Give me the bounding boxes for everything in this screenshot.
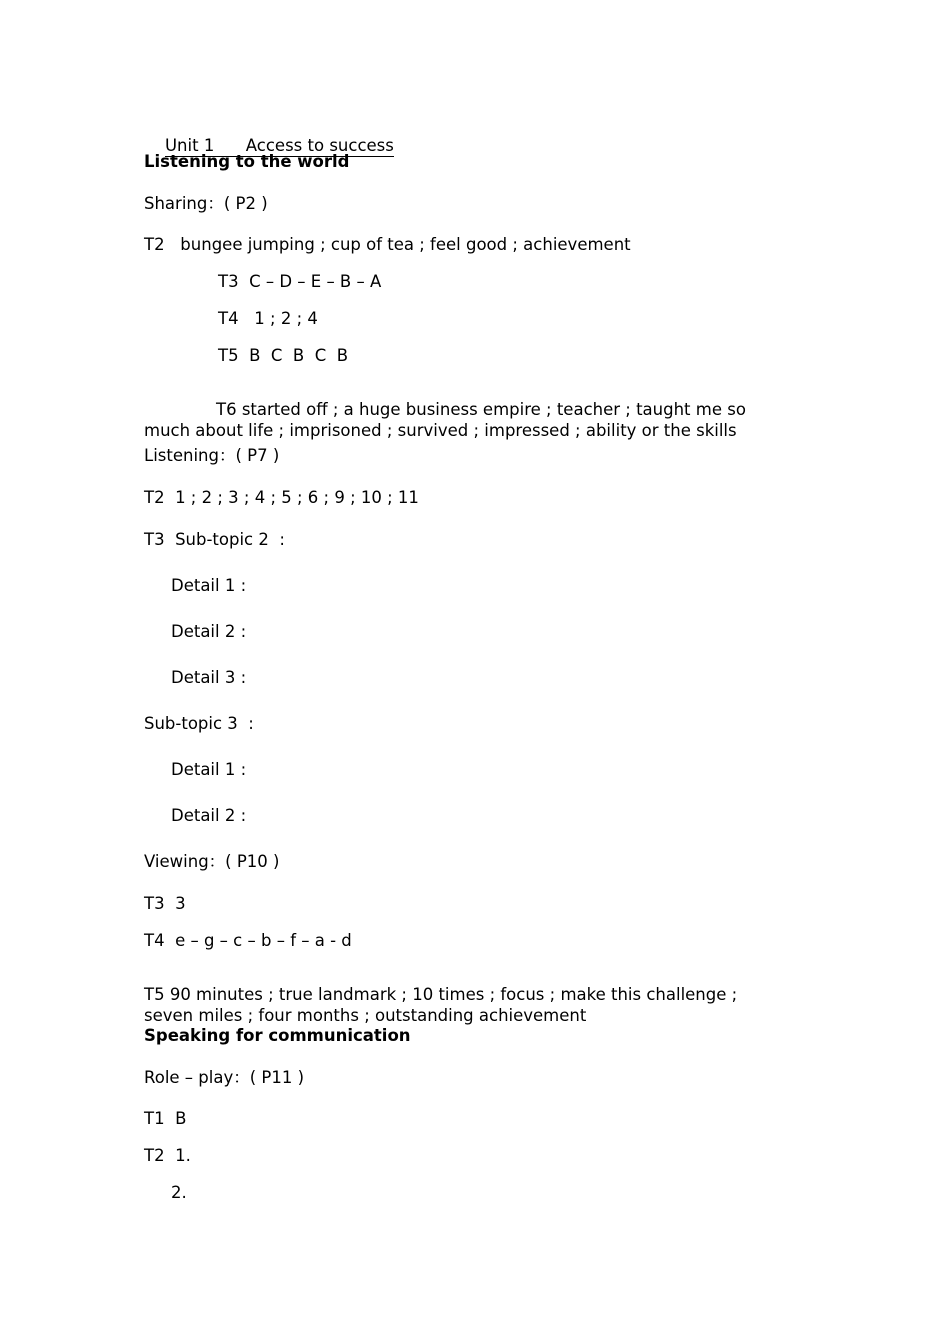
sharing-t6-text: T6 started off ; a huge business empire ; teacher ; taught me so much about life ; imprisoned ; survived ; impressed ; ability or the skills [144,399,746,440]
subtopic2-detail-1: Detail 1 : [171,576,247,595]
subtopic3-header: Sub-topic 3 : [144,714,254,733]
subtopic3-detail-1: Detail 1 : [171,760,247,779]
sharing-header: Sharing：( P2 ) [144,194,268,213]
section-heading-speaking: Speaking for communication [144,1026,411,1045]
subtopic3-detail-2: Detail 2 : [171,806,247,825]
unit-title-text: Unit 1 Access to success [164,136,394,155]
sharing-t5: T5 B C B C B [218,346,349,365]
roleplay-header: Role – play：( P11 ) [144,1068,305,1087]
subtopic2-detail-3: Detail 3 : [171,668,247,687]
sharing-t6 [144,399,784,441]
listening-t3: T3 Sub-topic 2 : [144,530,285,549]
sharing-t3: T3 C – D – E – B – A [218,272,382,291]
section-heading-listening: Listening to the world [144,152,350,171]
listening-t2: T2 1 ; 2 ; 3 ; 4 ; 5 ; 6 ; 9 ; 10 ; 11 [144,488,419,507]
sharing-t2: T2 bungee jumping ; cup of tea ; feel good ; achievement [144,235,631,254]
viewing-t5: T5 90 minutes ; true landmark ; 10 times ; focus ; make this challenge ; seven miles ; four months ; outstanding achievement [144,984,738,1025]
listening-header: Listening：( P7 ) [144,446,280,465]
roleplay-t1: T1 B [144,1109,187,1128]
viewing-t4: T4 e – g – c – b – f – a - d [144,931,352,950]
subtopic2-detail-2: Detail 2 : [171,622,247,641]
viewing-header: Viewing：( P10 ) [144,852,280,871]
roleplay-t2: T2 1. [144,1146,191,1165]
sharing-t4: T4 1 ; 2 ; 4 [218,309,318,328]
viewing-t3: T3 3 [144,894,186,913]
roleplay-t2-item-2: 2. [171,1183,187,1202]
